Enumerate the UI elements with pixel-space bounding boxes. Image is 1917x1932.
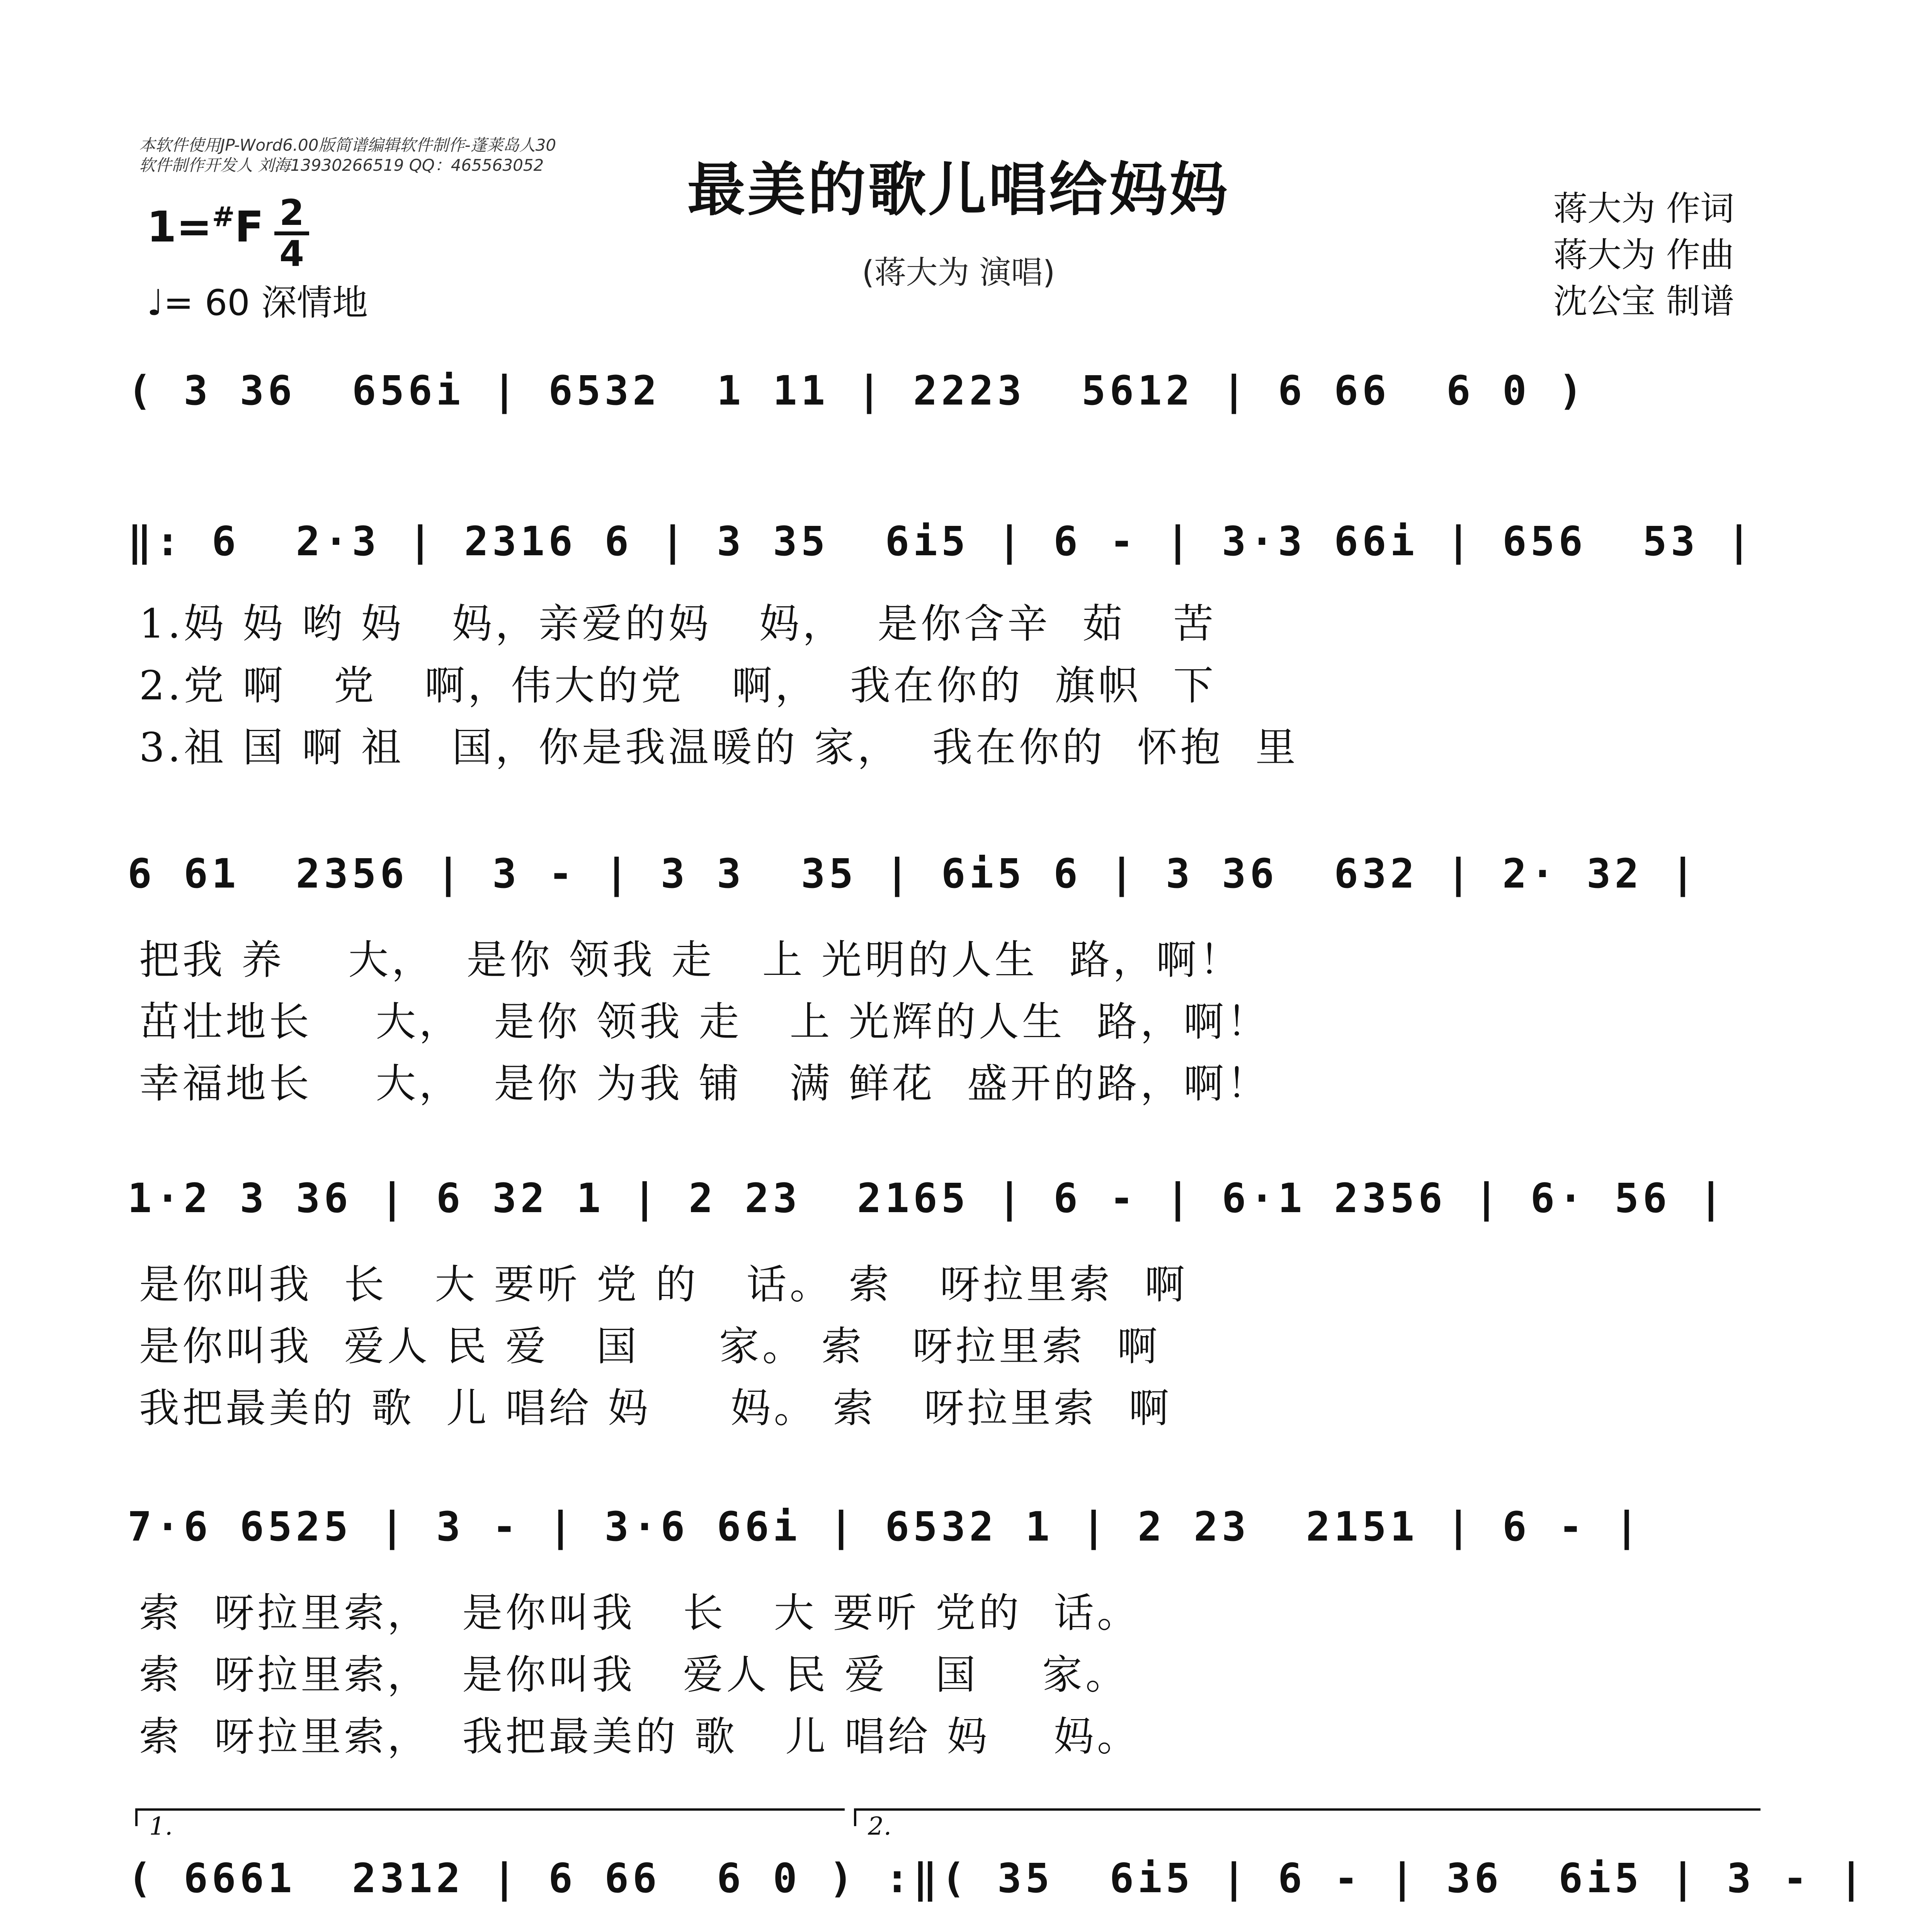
lyric-line-4-3: 我把最美的 歌 儿 唱给 妈 妈。 索 呀拉里索 啊 (139, 1384, 1172, 1432)
lyric-line-3-1: 把我 养 大， 是你 领我 走 上 光明的人生 路，啊！ (139, 936, 1243, 983)
lyricist-credit: 蒋大为 作词 (1553, 189, 1734, 228)
lyric-line-3-2: 茁壮地长 大， 是你 领我 走 上 光辉的人生 路，啊！ (139, 998, 1270, 1045)
key-signature (147, 201, 264, 252)
music-line-3: 6 61 2356 | 3 - | 3 3 35 | 6i5 6 | 3 36 632 | 2· 32 | (128, 850, 1699, 897)
music-line-6: ( 6661 2312 | 6 66 6 0 ) :‖( 35 6i5 | 6 - | 36 6i5 | 3 - | (128, 1855, 1868, 1902)
song-title: 最美的歌儿唱给妈妈 (687, 156, 1230, 224)
tempo-text: = 60 深情地 (163, 282, 368, 323)
lyric-line-5-3: 索 呀拉里索， 我把最美的 歌 儿 唱给 妈 妈。 (139, 1713, 1140, 1760)
quarter-note-icon: ♩ (147, 282, 164, 323)
volta-1 (135, 1808, 845, 1841)
composer-credit: 蒋大为 作曲 (1553, 235, 1734, 275)
lyric-line-3-3: 幸福地长 大， 是你 为我 铺 满 鲜花 盛开的路，啊！ (139, 1060, 1270, 1107)
key-note: F (235, 202, 264, 252)
time-signature (274, 192, 309, 274)
singer-credit: (蒋大为 演唱) (862, 254, 1055, 291)
software-note-2: 软件制作开发人 刘海13930266519 QQ：465563052 (139, 156, 544, 175)
meter-bottom: 4 (279, 233, 304, 274)
lyric-line-2-1: 1.妈 妈 哟 妈 妈，亲爱的妈 妈， 是你含辛 茹 苦 (139, 600, 1217, 647)
lyric-line-5-1: 索 呀拉里索， 是你叫我 长 大 要听 党的 话。 (139, 1589, 1140, 1636)
lyric-line-4-1: 是你叫我 长 大 要听 党 的 话。 索 呀拉里索 啊 (139, 1261, 1188, 1308)
lyric-line-4-2: 是你叫我 爱人 民 爱 国 家。 索 呀拉里索 啊 (139, 1323, 1161, 1370)
lyric-line-5-2: 索 呀拉里索， 是你叫我 爱人 民 爱 国 家。 (139, 1651, 1129, 1698)
music-line-5: 7·6 6525 | 3 - | 3·6 66i | 6532 1 | 2 23 2151 | 6 - | (128, 1503, 1643, 1550)
music-line-2: ‖: 6 2·3 | 2316 6 | 3 35 6i5 | 6 - | 3·3 66i | 656 53 | (128, 518, 1755, 565)
software-note-1: 本软件使用JP-Word6.00版简谱编辑软件制作-蓬莱岛人30 (139, 136, 556, 155)
music-line-4: 1·2 3 36 | 6 32 1 | 2 23 2165 | 6 - | 6·1 2356 | 6· 56 | (128, 1175, 1727, 1222)
volta-2 (854, 1808, 1761, 1841)
music-line-1: ( 3 36 656i | 6532 1 11 | 2223 5612 | 6 66 6 0 ) (128, 367, 1587, 414)
tempo-marking (147, 274, 368, 325)
meter-top: 2 (279, 192, 304, 233)
arranger-credit: 沈公宝 制谱 (1553, 281, 1734, 321)
lyric-line-2-3: 3.祖 国 啊 祖 国，你是我温暖的 家， 我在你的 怀抱 里 (139, 724, 1299, 771)
volta-1-label: 1. (149, 1812, 173, 1841)
sharp-icon: # (212, 201, 235, 233)
volta-2-label: 2. (868, 1812, 892, 1841)
lyric-line-2-2: 2.党 啊 党 啊，伟大的党 啊， 我在你的 旗帜 下 (139, 662, 1217, 709)
key-prefix: 1= (147, 202, 212, 252)
